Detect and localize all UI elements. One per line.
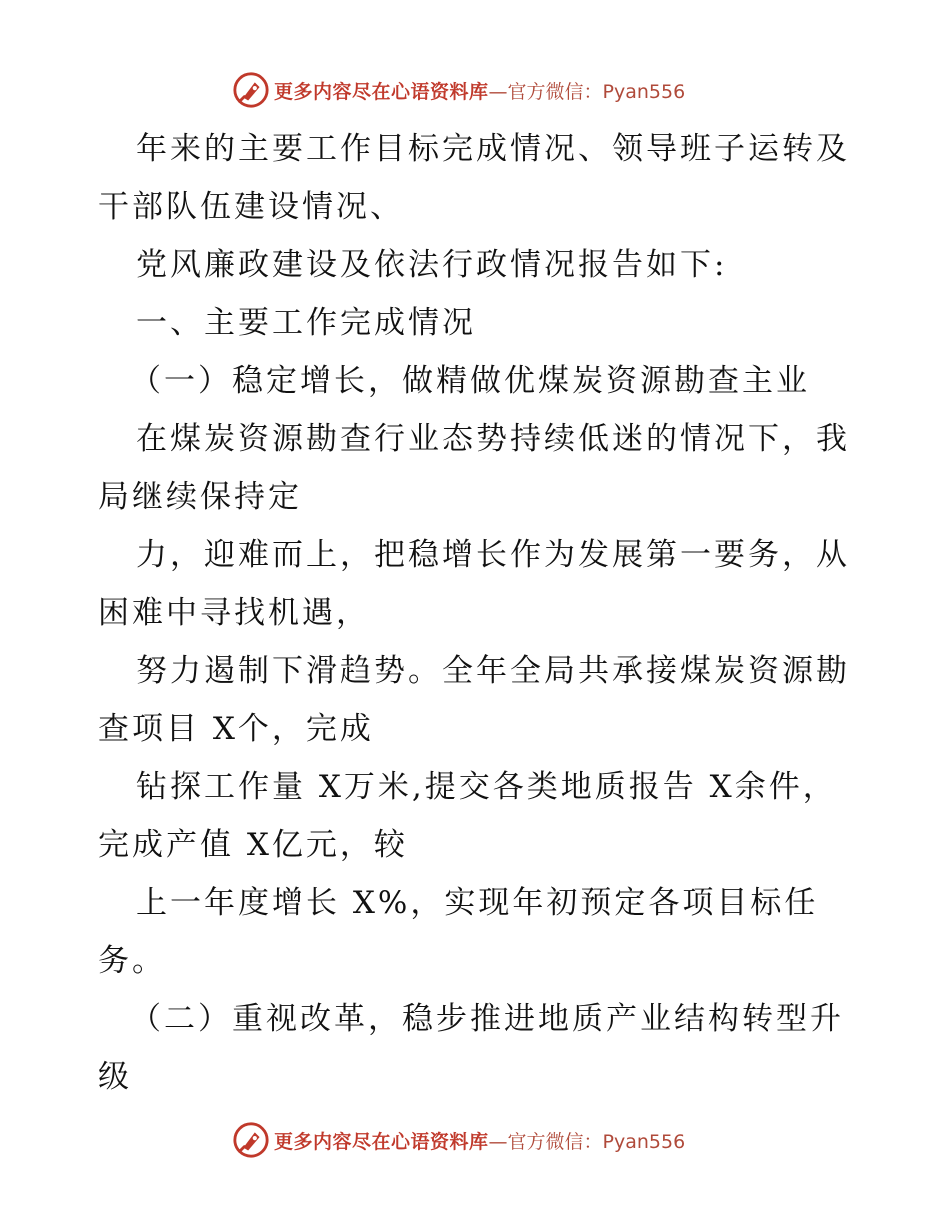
paragraph-line: 年来的主要工作目标完成情况、领导班子运转及 (136, 131, 850, 167)
paragraph-line: 干部队伍建设情况、 (98, 189, 404, 225)
subsection-heading: （二）重视改革，稳步推进地质产业结构转型升 (130, 1001, 844, 1037)
paragraph-line: 务。 (98, 943, 166, 979)
paragraph-line: 局继续保持定 (98, 479, 302, 515)
banner-wechat-text: —官方微信：Pyan556 (488, 80, 686, 103)
paragraph-line: 努力遏制下滑趋势。全年全局共承接煤炭资源勘 (136, 653, 850, 689)
banner-wechat-text: —官方微信：Pyan556 (488, 1130, 686, 1153)
paragraph-line: 完成产值 X亿元，较 (98, 827, 408, 863)
paragraph-line: 在煤炭资源勘查行业态势持续低迷的情况下，我 (136, 421, 850, 457)
paragraph-line: 困难中寻找机遇， (98, 595, 370, 631)
banner-main-text: 更多内容尽在心语资料库 (274, 80, 489, 103)
footer-banner (232, 1120, 685, 1160)
pen-nib-logo-icon (232, 1121, 270, 1159)
banner-main-text: 更多内容尽在心语资料库 (274, 1130, 489, 1153)
paragraph-line: 力，迎难而上，把稳增长作为发展第一要务，从 (136, 537, 850, 573)
paragraph-line: 查项目 X个，完成 (98, 711, 374, 747)
paragraph-line: 上一年度增长 X%，实现年初预定各项目标任 (136, 885, 819, 921)
paragraph-line: 党风廉政建设及依法行政情况报告如下: (136, 247, 728, 283)
pen-nib-logo-icon (232, 71, 270, 109)
subsection-heading: （一）稳定增长，做精做优煤炭资源勘查主业 (130, 363, 810, 399)
paragraph-line: 钻探工作量 X万米,提交各类地质报告 X余件， (136, 769, 837, 805)
section-heading: 一、主要工作完成情况 (136, 305, 476, 341)
header-banner (232, 70, 685, 110)
paragraph-line: 级 (98, 1059, 132, 1095)
document-body (98, 120, 858, 1106)
